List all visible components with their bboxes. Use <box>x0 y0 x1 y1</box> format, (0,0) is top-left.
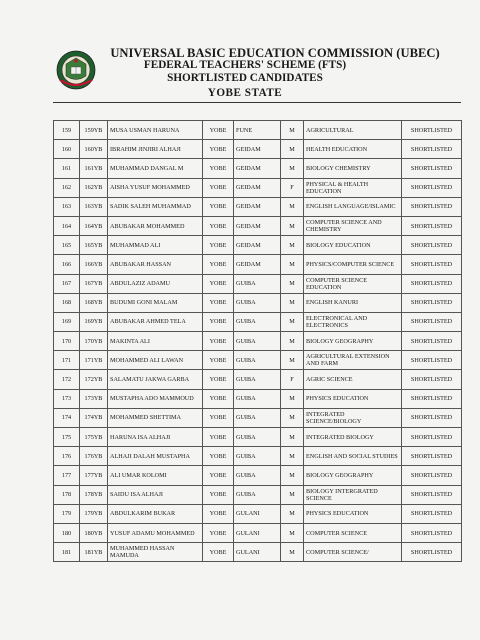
candidate-id-cell: 168YB <box>80 293 108 312</box>
course-cell: ENGLISH KANURI <box>304 293 402 312</box>
serial-number-cell: 180 <box>54 523 80 542</box>
sex-cell: M <box>281 312 304 331</box>
candidate-id-cell: 159YB <box>80 121 108 140</box>
state-cell: YOBE <box>203 216 234 235</box>
candidate-id-cell: 175YB <box>80 428 108 447</box>
candidate-name-cell: BUDUMI GONI MALAM <box>108 293 203 312</box>
candidate-name-cell: ABUBAKAR MOHAMMED <box>108 216 203 235</box>
lga-cell: GEIDAM <box>234 236 281 255</box>
table-row <box>54 428 462 447</box>
lga-cell: GUIBA <box>234 332 281 351</box>
status-cell: SHORTLISTED <box>402 178 462 197</box>
course-cell: BIOLOGY CHEMISTRY <box>304 159 402 178</box>
candidate-name-cell: MUHAMMAD DANGAL M <box>108 159 203 178</box>
table-row <box>54 197 462 216</box>
status-cell: SHORTLISTED <box>402 293 462 312</box>
candidate-name-cell: ABUBAKAR AHMED TELA <box>108 312 203 331</box>
lga-cell: GUIBA <box>234 485 281 504</box>
state-cell: YOBE <box>203 408 234 427</box>
candidate-id-cell: 171YB <box>80 351 108 370</box>
table-row <box>54 293 462 312</box>
serial-number-cell: 171 <box>54 351 80 370</box>
candidate-name-cell: MUHAMMAD ALI <box>108 236 203 255</box>
candidate-id-cell: 170YB <box>80 332 108 351</box>
candidate-name-cell: HARUNA ISA ALHAJI <box>108 428 203 447</box>
state-cell: YOBE <box>203 293 234 312</box>
candidate-name-cell: SAIDU ISA ALHAJI <box>108 485 203 504</box>
lga-cell: GEIDAM <box>234 197 281 216</box>
table-row <box>54 370 462 389</box>
course-cell: INTEGRATED SCIENCE/BIOLOGY <box>304 408 402 427</box>
state-cell: YOBE <box>203 389 234 408</box>
status-cell: SHORTLISTED <box>402 447 462 466</box>
candidate-id-cell: 181YB <box>80 543 108 562</box>
serial-number-cell: 168 <box>54 293 80 312</box>
candidate-id-cell: 162YB <box>80 178 108 197</box>
candidate-name-cell: MUHAMMED HASSAN MAMUDA <box>108 543 203 562</box>
status-cell: SHORTLISTED <box>402 140 462 159</box>
table-row <box>54 408 462 427</box>
state-cell: YOBE <box>203 121 234 140</box>
candidate-name-cell: SALAMATU JAKWA GARBA <box>108 370 203 389</box>
lga-cell: GEIDAM <box>234 216 281 235</box>
table-row <box>54 216 462 235</box>
lga-cell: GEIDAM <box>234 159 281 178</box>
sex-cell: M <box>281 389 304 408</box>
status-cell: SHORTLISTED <box>402 543 462 562</box>
table-row <box>54 121 462 140</box>
course-cell: AGRICULTURAL EXTENSION AND FARM <box>304 351 402 370</box>
sex-cell: M <box>281 466 304 485</box>
candidate-id-cell: 179YB <box>80 504 108 523</box>
sex-cell: M <box>281 485 304 504</box>
status-cell: SHORTLISTED <box>402 408 462 427</box>
table-row <box>54 255 462 274</box>
lga-cell: GEIDAM <box>234 255 281 274</box>
candidate-id-cell: 167YB <box>80 274 108 293</box>
status-cell: SHORTLISTED <box>402 197 462 216</box>
serial-number-cell: 169 <box>54 312 80 331</box>
candidates-table <box>53 120 462 562</box>
course-cell: ENGLISH AND SOCIAL STUDIES <box>304 447 402 466</box>
candidate-name-cell: MOHAMMED SHETTIMA <box>108 408 203 427</box>
candidate-name-cell: ABDULKARIM BUKAR <box>108 504 203 523</box>
lga-cell: FUNE <box>234 121 281 140</box>
serial-number-cell: 172 <box>54 370 80 389</box>
header-divider <box>53 102 461 103</box>
candidate-name-cell: SADIK SALEH MUHAMMAD <box>108 197 203 216</box>
candidate-name-cell: IBRAHIM JINJIRI ALHAJI <box>108 140 203 159</box>
course-cell: BIOLOGY EDUCATION <box>304 236 402 255</box>
table-row <box>54 178 462 197</box>
candidate-id-cell: 165YB <box>80 236 108 255</box>
state-cell: YOBE <box>203 351 234 370</box>
table-row <box>54 274 462 293</box>
lga-cell: GUIBA <box>234 293 281 312</box>
serial-number-cell: 161 <box>54 159 80 178</box>
serial-number-cell: 178 <box>54 485 80 504</box>
lga-cell: GUIBA <box>234 389 281 408</box>
lga-cell: GUIBA <box>234 370 281 389</box>
course-cell: BIOLOGY INTERGRATED SCIENCE <box>304 485 402 504</box>
candidate-name-cell: MUSTAPHA ADO MAMMOUD <box>108 389 203 408</box>
course-cell: AGRICULTURAL <box>304 121 402 140</box>
sex-cell: M <box>281 428 304 447</box>
course-cell: AGRIC SCIENCE <box>304 370 402 389</box>
state-cell: YOBE <box>203 140 234 159</box>
status-cell: SHORTLISTED <box>402 466 462 485</box>
status-cell: SHORTLISTED <box>402 216 462 235</box>
sex-cell: M <box>281 236 304 255</box>
status-cell: SHORTLISTED <box>402 159 462 178</box>
table-row <box>54 523 462 542</box>
lga-cell: GUIBA <box>234 274 281 293</box>
candidate-id-cell: 161YB <box>80 159 108 178</box>
serial-number-cell: 179 <box>54 504 80 523</box>
course-cell: ENGLISH LANGUAGE/ISLAMIC <box>304 197 402 216</box>
serial-number-cell: 165 <box>54 236 80 255</box>
table-row <box>54 504 462 523</box>
serial-number-cell: 166 <box>54 255 80 274</box>
sex-cell: M <box>281 504 304 523</box>
serial-number-cell: 174 <box>54 408 80 427</box>
sex-cell: M <box>281 332 304 351</box>
candidate-id-cell: 174YB <box>80 408 108 427</box>
status-cell: SHORTLISTED <box>402 255 462 274</box>
status-cell: SHORTLISTED <box>402 485 462 504</box>
sex-cell: M <box>281 447 304 466</box>
state-cell: YOBE <box>203 523 234 542</box>
serial-number-cell: 162 <box>54 178 80 197</box>
state-cell: YOBE <box>203 197 234 216</box>
status-cell: SHORTLISTED <box>402 274 462 293</box>
status-cell: SHORTLISTED <box>402 351 462 370</box>
lga-cell: GEIDAM <box>234 178 281 197</box>
state-cell: YOBE <box>203 466 234 485</box>
status-cell: SHORTLISTED <box>402 370 462 389</box>
candidate-name-cell: AISHA YUSUF MOHAMMED <box>108 178 203 197</box>
lga-cell: GUIBA <box>234 447 281 466</box>
status-cell: SHORTLISTED <box>402 332 462 351</box>
sex-cell: M <box>281 140 304 159</box>
status-cell: SHORTLISTED <box>402 389 462 408</box>
course-cell: PHYSICAL & HEALTH EDUCATION <box>304 178 402 197</box>
state-cell: YOBE <box>203 543 234 562</box>
candidate-name-cell: YUSUF ADAMU MOHAMMED <box>108 523 203 542</box>
sex-cell: M <box>281 159 304 178</box>
course-cell: BIOLOGY GEOGRAPHY <box>304 466 402 485</box>
candidate-name-cell: MAKINTA ALI <box>108 332 203 351</box>
scheme-title: FEDERAL TEACHERS' SCHEME (FTS) <box>143 59 347 71</box>
lga-cell: GULANI <box>234 504 281 523</box>
table-row <box>54 332 462 351</box>
candidate-id-cell: 169YB <box>80 312 108 331</box>
status-cell: SHORTLISTED <box>402 428 462 447</box>
state-cell: YOBE <box>203 312 234 331</box>
sex-cell: M <box>281 255 304 274</box>
state-cell: YOBE <box>203 504 234 523</box>
serial-number-cell: 175 <box>54 428 80 447</box>
table-row <box>54 447 462 466</box>
candidate-id-cell: 164YB <box>80 216 108 235</box>
candidate-name-cell: ALI UMAR KOLOMI <box>108 466 203 485</box>
course-cell: ELECTRONICAL AND ELECTRONICS <box>304 312 402 331</box>
sex-cell: M <box>281 293 304 312</box>
state-cell: YOBE <box>203 485 234 504</box>
serial-number-cell: 176 <box>54 447 80 466</box>
state-cell: YOBE <box>203 428 234 447</box>
course-cell: PHYSICS/COMPUTER SCIENCE <box>304 255 402 274</box>
lga-cell: GEIDAM <box>234 140 281 159</box>
list-title: SHORTLISTED CANDIDATES <box>167 72 323 84</box>
sex-cell: M <box>281 197 304 216</box>
candidate-id-cell: 166YB <box>80 255 108 274</box>
state-cell: YOBE <box>203 274 234 293</box>
lga-cell: GULANI <box>234 543 281 562</box>
lga-cell: GUIBA <box>234 466 281 485</box>
candidates-table-body <box>54 121 462 562</box>
serial-number-cell: 160 <box>54 140 80 159</box>
state-cell: YOBE <box>203 178 234 197</box>
status-cell: SHORTLISTED <box>402 121 462 140</box>
lga-cell: GULANI <box>234 523 281 542</box>
status-cell: SHORTLISTED <box>402 236 462 255</box>
status-cell: SHORTLISTED <box>402 504 462 523</box>
course-cell: BIOLOGY GEOGRAPHY <box>304 332 402 351</box>
serial-number-cell: 177 <box>54 466 80 485</box>
state-cell: YOBE <box>203 332 234 351</box>
candidate-name-cell: ALHAJI DALAH MUSTAPHA <box>108 447 203 466</box>
table-row <box>54 312 462 331</box>
candidate-name-cell: ABUBAKAR HASSAN <box>108 255 203 274</box>
state-cell: YOBE <box>203 447 234 466</box>
sex-cell: M <box>281 274 304 293</box>
course-cell: COMPUTER SCIENCE <box>304 523 402 542</box>
sex-cell: F <box>281 370 304 389</box>
candidate-id-cell: 172YB <box>80 370 108 389</box>
table-row <box>54 485 462 504</box>
course-cell: HEALTH EDUCATION <box>304 140 402 159</box>
sex-cell: F <box>281 178 304 197</box>
candidate-name-cell: MOHAMMED ALI LAWAN <box>108 351 203 370</box>
sex-cell: M <box>281 523 304 542</box>
candidate-name-cell: MUSA USMAN HARUNA <box>108 121 203 140</box>
course-cell: COMPUTER SCIENCE AND CHEMISTRY <box>304 216 402 235</box>
candidate-id-cell: 177YB <box>80 466 108 485</box>
state-cell: YOBE <box>203 236 234 255</box>
table-row <box>54 159 462 178</box>
serial-number-cell: 159 <box>54 121 80 140</box>
table-row <box>54 351 462 370</box>
course-cell: COMPUTER SCIENCE/ <box>304 543 402 562</box>
table-row <box>54 389 462 408</box>
table-row <box>54 236 462 255</box>
status-cell: SHORTLISTED <box>402 523 462 542</box>
candidate-name-cell: ABDULAZIZ ADAMU <box>108 274 203 293</box>
lga-cell: GUIBA <box>234 312 281 331</box>
candidate-id-cell: 178YB <box>80 485 108 504</box>
serial-number-cell: 170 <box>54 332 80 351</box>
course-cell: PHYSICS EDUCATION <box>304 389 402 408</box>
serial-number-cell: 163 <box>54 197 80 216</box>
serial-number-cell: 181 <box>54 543 80 562</box>
table-row <box>54 466 462 485</box>
serial-number-cell: 173 <box>54 389 80 408</box>
state-cell: YOBE <box>203 255 234 274</box>
candidate-id-cell: 160YB <box>80 140 108 159</box>
course-cell: COMPUTER SCIENCE EDUCATION <box>304 274 402 293</box>
sex-cell: M <box>281 543 304 562</box>
course-cell: PHYSICS EDUCATION <box>304 504 402 523</box>
table-row <box>54 140 462 159</box>
course-cell: INTEGRATED BIOLOGY <box>304 428 402 447</box>
sex-cell: M <box>281 216 304 235</box>
candidate-id-cell: 180YB <box>80 523 108 542</box>
status-cell: SHORTLISTED <box>402 312 462 331</box>
organization-title: UNIVERSAL BASIC EDUCATION COMMISSION (UBEC) <box>110 46 440 60</box>
state-cell: YOBE <box>203 370 234 389</box>
serial-number-cell: 164 <box>54 216 80 235</box>
serial-number-cell: 167 <box>54 274 80 293</box>
lga-cell: GUIBA <box>234 408 281 427</box>
state-cell: YOBE <box>203 159 234 178</box>
lga-cell: GUIBA <box>234 351 281 370</box>
state-title: YOBE STATE <box>207 87 283 99</box>
candidate-id-cell: 163YB <box>80 197 108 216</box>
candidate-id-cell: 176YB <box>80 447 108 466</box>
sex-cell: M <box>281 408 304 427</box>
sex-cell: M <box>281 121 304 140</box>
sex-cell: M <box>281 351 304 370</box>
table-row <box>54 543 462 562</box>
candidate-id-cell: 173YB <box>80 389 108 408</box>
lga-cell: GUIBA <box>234 428 281 447</box>
